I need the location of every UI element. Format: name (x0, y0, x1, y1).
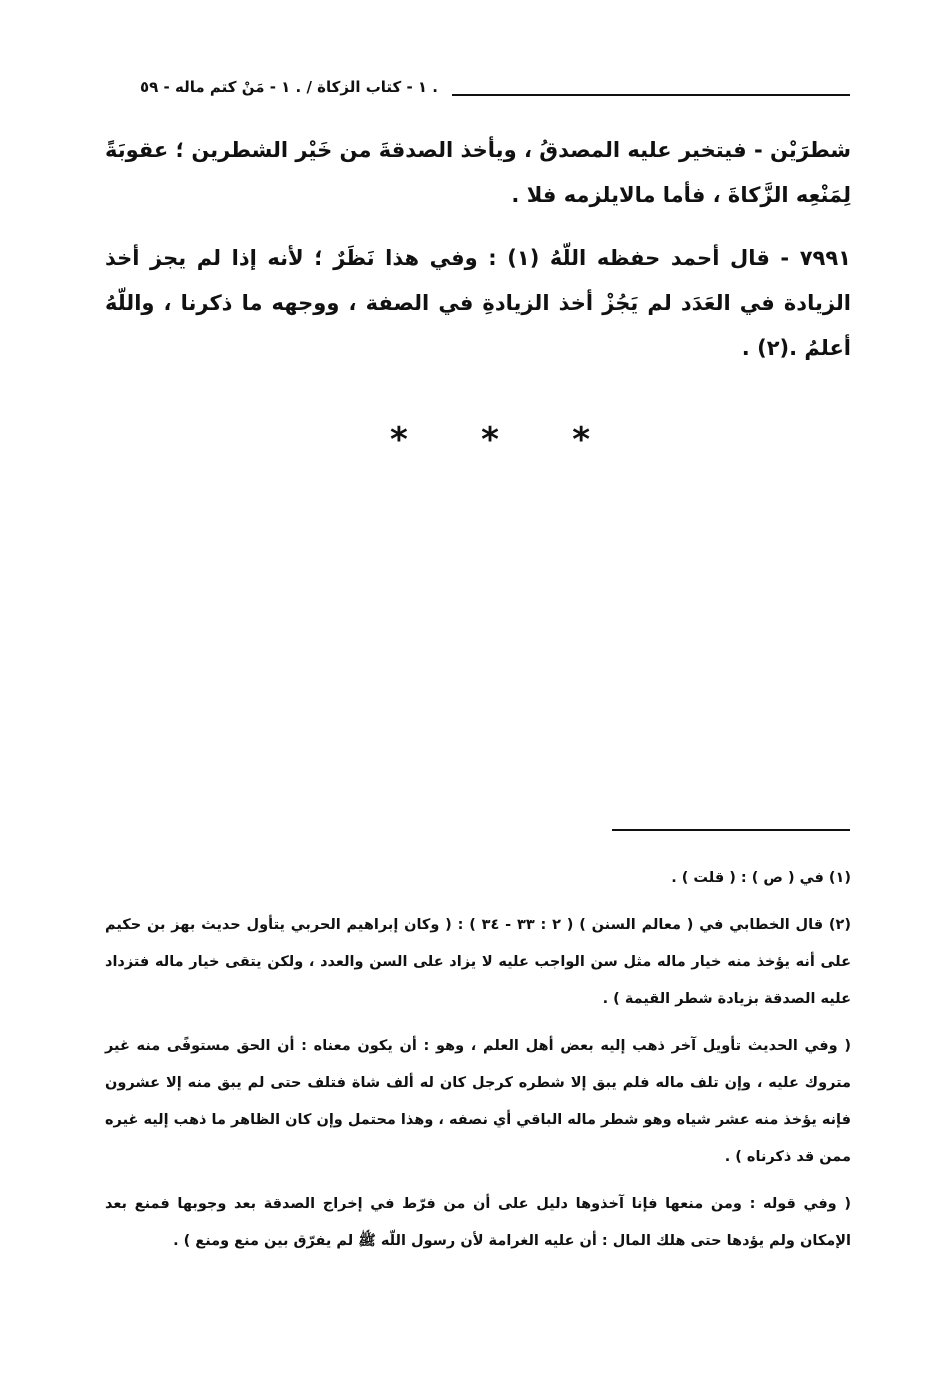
paragraph: شطرَيْن - فيتخير عليه المصدقُ ، ويأخذ الصدقةَ من خَيْر الشطرين ؛ عقوبَةً لِمَنْعِه الزَّكاةَ ، فأما مالايلزمه فلا . (105, 138, 851, 207)
header-rule (452, 94, 850, 96)
footnote: (١) في ( ص ) : ( قلت ) . (671, 870, 851, 886)
separator-star: * (572, 420, 590, 460)
running-header (110, 76, 850, 106)
footnote: ( وفي قوله : ومن منعها فإنا آخذوها دليل على أن من فرّط في إخراج الصدقة بعد وجوبها فمنع بعد الإمكان ولم يؤدها حتى هلك المال : أن عليه الغرامة لأن رسول اللّه ﷺ لم يفرّق بين منع ومنع ) . (105, 1196, 851, 1249)
footnote-rule (612, 829, 850, 831)
header-title: . ١ - كتاب الزكاة / . ١ - مَنْ كتم ماله - ٥٩ (140, 78, 438, 96)
main-text (105, 128, 851, 371)
paragraph: ٧٩٩١ - قال أحمد حفظه اللّهُ (١) : وفي هذا نَظَرٌ ؛ لأنه إذا لم يجز أخذ الزيادة في العَدَد لم يَجُزْ أخذ الزيادةِ في الصفة ، ووجهه ما ذكرنا ، واللّهُ أعلمُ .(٢) . (105, 246, 851, 360)
separator-star: * (481, 420, 499, 460)
separator-star: * (390, 420, 408, 460)
footnote: (٢) قال الخطابي في ( معالم السنن ) ( ٢ : ٣٣ - ٣٤ ) : ( وكان إبراهيم الحربي يتأول حديث بهز بن حكيم على أنه يؤخذ منه خيار ماله مثل سن الواجب عليه لا يزاد على السن والعدد ، ولكن يتقى خيار ماله فتزداد عليه الصدقة بزيادة شطر القيمة ) . (105, 917, 852, 1007)
footnotes (105, 860, 851, 1270)
footnote: ( وفي الحديث تأويل آخر ذهب إليه بعض أهل العلم ، وهو : أن يكون معناه : أن الحق مستوفًى منه غير متروك عليه ، وإن تلف ماله فلم يبق إلا شطره كرجل كان له ألف شاة فتلف حتى لم يبق منه إلا عشرون فإنه يؤخذ منه عشر شياه وهو شطر ماله الباقي أي نصفه ، وهذا محتمل وإن كان الظاهر ما ذهب إليه غيره ممن قد ذكرناه ) . (105, 1038, 851, 1165)
section-separator (390, 420, 590, 460)
